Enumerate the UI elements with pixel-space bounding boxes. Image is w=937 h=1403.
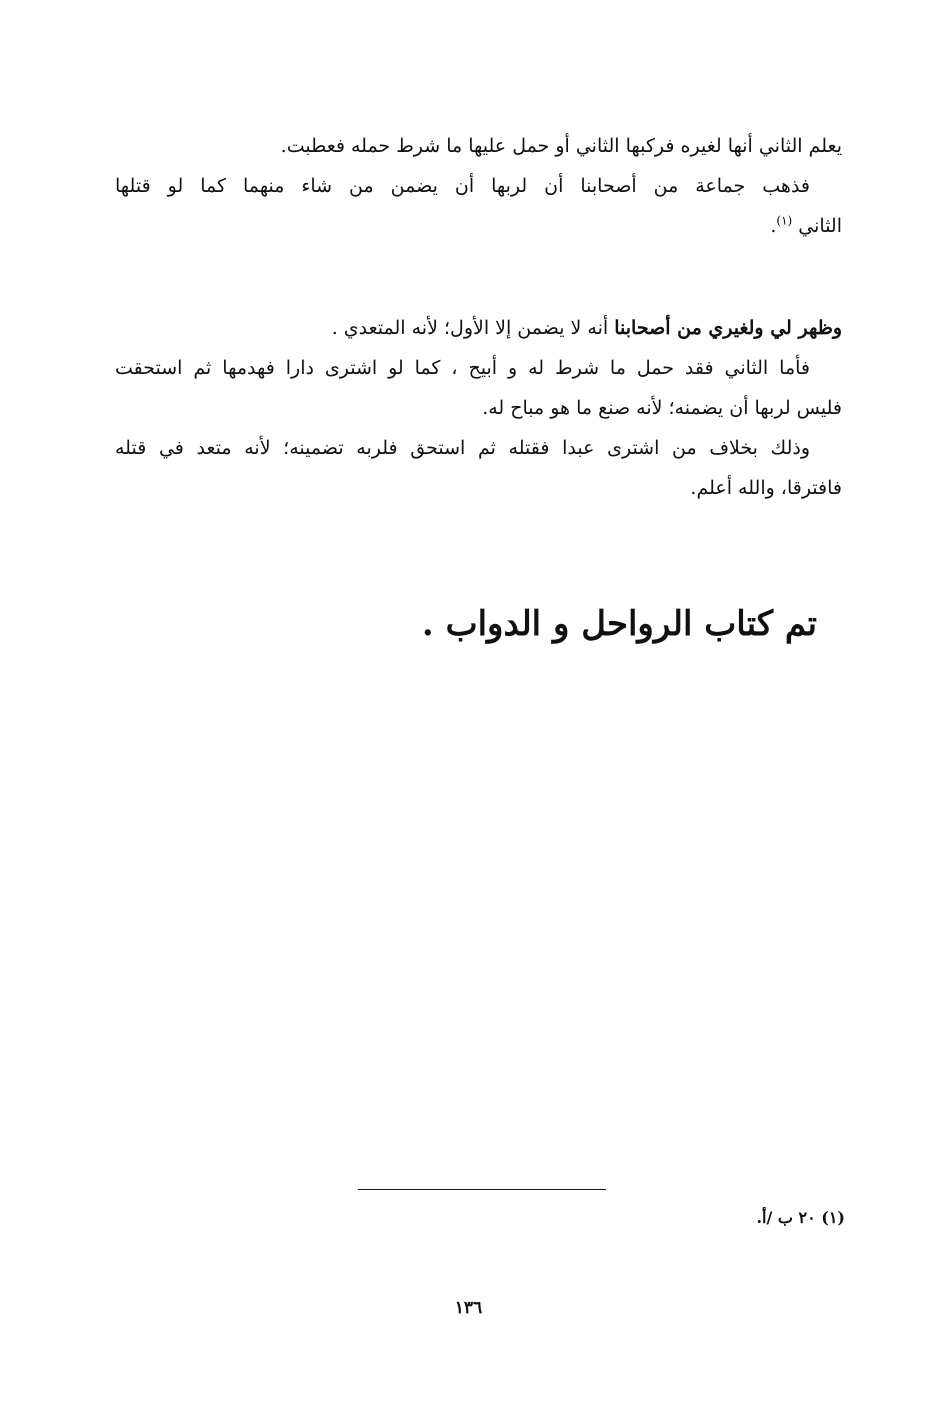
closing-title: تم كتاب الرواحل و الدواب . (421, 604, 817, 644)
footnote: (١) ٢٠ ب /أ. (756, 1208, 845, 1227)
footnote-separator (358, 1189, 606, 1190)
text-segment: . (770, 215, 777, 237)
text-line: فأما الثاني فقد حمل ما شرط له و أبيح ، كما لو اشترى دارا فهدمها ثم استحقت (115, 357, 810, 379)
text-line: فليس لربها أن يضمنه؛ لأنه صنع ما هو مباح له. (482, 397, 842, 419)
footnote-marker[interactable]: (١) (776, 213, 793, 228)
text-line: وذلك بخلاف من اشترى عبدا فقتله ثم استحق فلربه تضمينه؛ لأنه متعد في قتله (115, 437, 810, 459)
text-line: يعلم الثاني أنها لغيره فركبها الثاني أو حمل عليها ما شرط حمله فعطبت. (280, 135, 842, 157)
text-segment: أنه لا يضمن إلا الأول؛ لأنه المتعدي . (331, 317, 609, 339)
paragraph-2 (115, 308, 842, 508)
text-line: فافترقا، والله أعلم. (690, 477, 842, 499)
text-line: فذهب جماعة من أصحابنا أن لربها أن يضمن من شاء منهما كما لو قتلها (115, 175, 810, 197)
paragraph-1 (115, 126, 842, 246)
text-segment: الثاني (798, 215, 842, 237)
bold-phrase: وظهر لي ولغيري من أصحابنا (614, 317, 842, 339)
page-number: ١٣٦ (454, 1298, 483, 1318)
text-line (115, 206, 842, 246)
text-line (115, 308, 842, 348)
